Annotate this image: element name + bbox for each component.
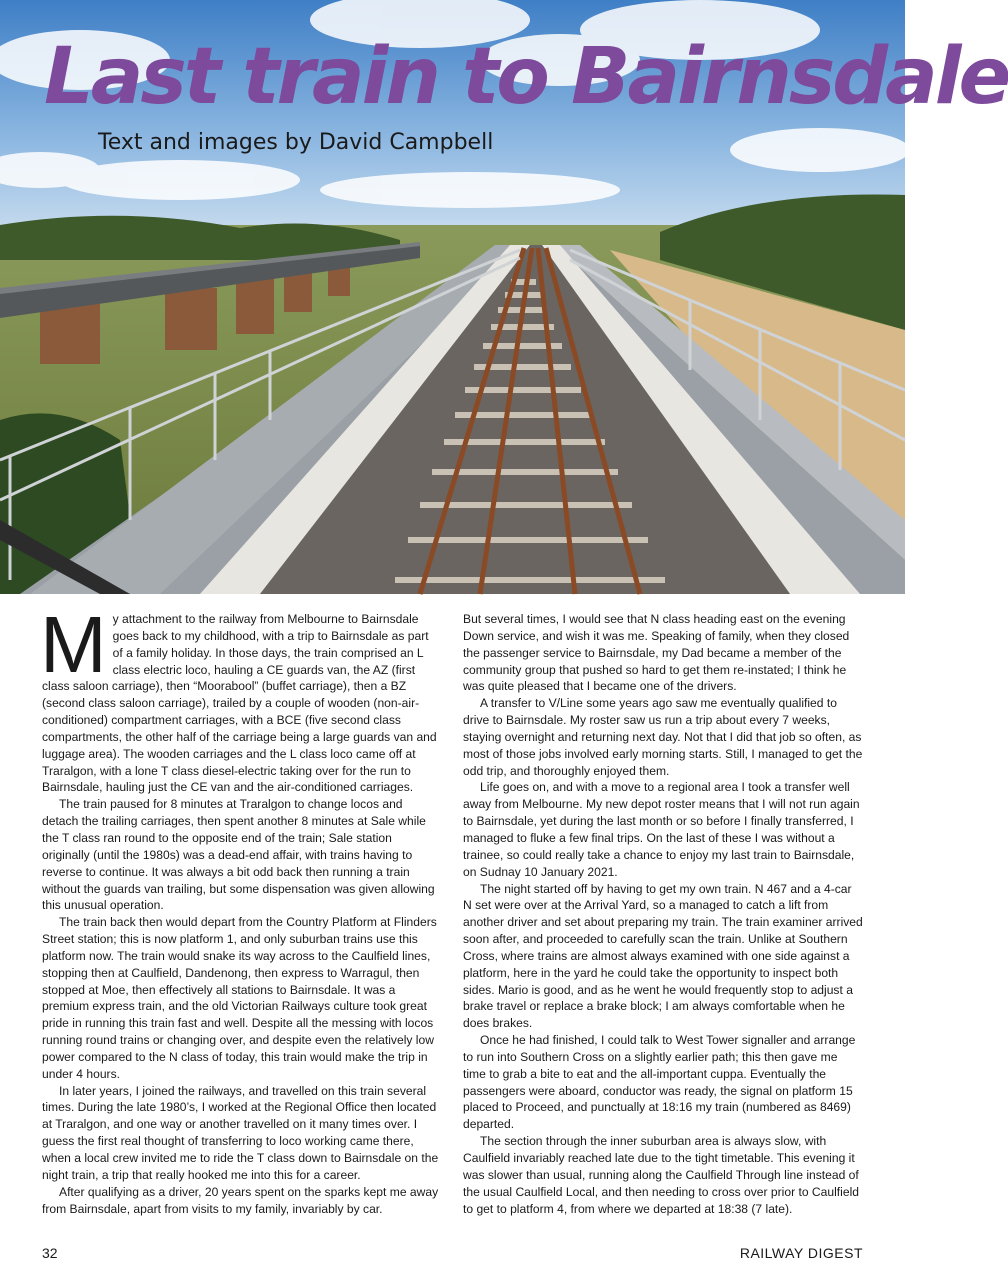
article-paragraph: The night started off by having to get my own train. N 467 and a 4-car N set were over at the Arrival Yard, so a managed to catch a lift from another driver and set about preparing my train. The train examiner arrived soon after, and proceeded to carefully scan the train. Unlike at Southern Cross, where trains are almost always examined with one side against a platform, here in the yard he could take the opportunity to inspect both sides. Mario is good, and as he went he would frequently stop to adjust a brake travel or replace a brake block; I am always comfortable when he does brakes. — [463, 881, 863, 1031]
page-number: 32 — [42, 1245, 58, 1261]
article-paragraph: A transfer to V/Line some years ago saw me eventually qualified to drive to Bairnsdale. My roster saw us run a trip about every 7 weeks, staying overnight and returning next day. Not that I did that job so often, as most of those jobs involved early morning starts. Still, I managed to get the odd trip, and thoroughly enjoyed them. — [463, 696, 863, 778]
article-paragraph: After qualifying as a driver, 20 years spent on the sparks kept me away from Bairnsdale, apart from visits to my family, invariably by car. — [42, 1184, 439, 1216]
article-paragraph: The train back then would depart from the Country Platform at Flinders Street station; this is now platform 1, and only suburban trains use this platform now. The train would snake its way across to the Caulfield lines, stopping then at Caulfield, Dandenong, then express to Warragul, then stopped at Moe, then effectively all stations to Bairnsdale. It was a premium express train, and the old Victorian Railways culture took great pride in running this train fast and well. Despite all the messing with locos running round trains or changing over, and despite even the relatively low power compared to the N class of today, this train would make the trip in under 4 hours. — [42, 915, 437, 1081]
hero-photo — [0, 0, 1008, 594]
paragraph-text: y attachment to the railway from Melbourne to Bairnsdale goes back to my childhood, with a trip to Bairnsdale as part of a family holiday. In those days, the train comprised an L class electric loco, hauling a CE guards van, the AZ (first class saloon carriage), then “Moorabool” (buffet carriage), then a BZ (second class saloon carriage), trailed by a couple of wooden (non-air-conditioned) compartment carriages, with a BCE (five second class compartments, the other half of the carriage being a large guards van and luggage area). The wooden carriages and the L class loco came off at Traralgon, with a lone T class diesel-electric taking over for the run to Bairnsdale, hauling just the CE van and the air-conditioned carriages. — [42, 612, 437, 795]
article-paragraph: Life goes on, and with a move to a regional area I took a transfer well away from Melbourne. My new depot roster means that I will not run again to Bairnsdale, yet during the last month or so before I finally transferred, I managed to fluke a few final trips. On the last of these I was without a trainee, so could really take a chance to enjoy my last train to Bairnsdale, on Sudnay 10 January 2021. — [463, 780, 860, 879]
article-paragraph: But several times, I would see that N class heading east on the evening Down service, and wish it was me. Speaking of family, when they closed the passenger service to Bairnsdale, my Dad became a member of the community group that pushed so hard to get them re-instated; I think he was quite pleased that I became one of the drivers. — [463, 612, 850, 694]
article-byline: Text and images by David Campbell — [98, 130, 494, 155]
article-column-left — [40, 600, 442, 1217]
article-title: Last train to Bairnsdale — [44, 32, 1008, 122]
article-paragraph: Once he had finished, I could talk to West Tower signaller and arrange to run into Southern Cross on a slightly earlier path; this then gave me time to grab a bite to eat and the all-important cuppa. Eventually the passengers were aboard, conductor was ready, the signal on platform 15 placed to Proceed, and punctually at 18:16 my train (numbered as 8469) departed. — [463, 1033, 856, 1132]
magazine-name: RAILWAY DIGEST — [739, 1245, 863, 1261]
article-paragraph: In later years, I joined the railways, and travelled on this train several times. During the late 1980’s, I worked at the Regional Office then located at Traralgon, and one way or another travelled on it many times over. I guess the first real thought of transferring to loco working came there, when a local crew invited me to ride the T class down to Bairnsdale on the night train, a trip that really hooked me into this for a career. — [42, 1083, 439, 1182]
article-paragraph — [40, 600, 442, 796]
article-column-right — [463, 611, 863, 1217]
drop-cap: M — [40, 600, 107, 689]
article-paragraph: The section through the inner suburban area is always slow, with Caulfield invariably reached late due to the tight timetable. This evening it was slower than usual, running along the Caulfield Through line instead of the usual Caulfield Local, and then needing to cross over prior to Caulfield to get to platform 4, from where we departed at 18:38 (7 late). — [463, 1134, 859, 1216]
article-paragraph: The train paused for 8 minutes at Traralgon to change locos and detach the trailing carriages, then spent another 8 minutes at Sale while the T class ran round to the opposite end of the train; Sale station originally (until the 1980s) was a dead-end affair, with trains having to reverse to continue. It was always a bit odd back then running a train without the guards van trailing, but some dispensation was given allowing this unusual operation. — [42, 797, 435, 913]
